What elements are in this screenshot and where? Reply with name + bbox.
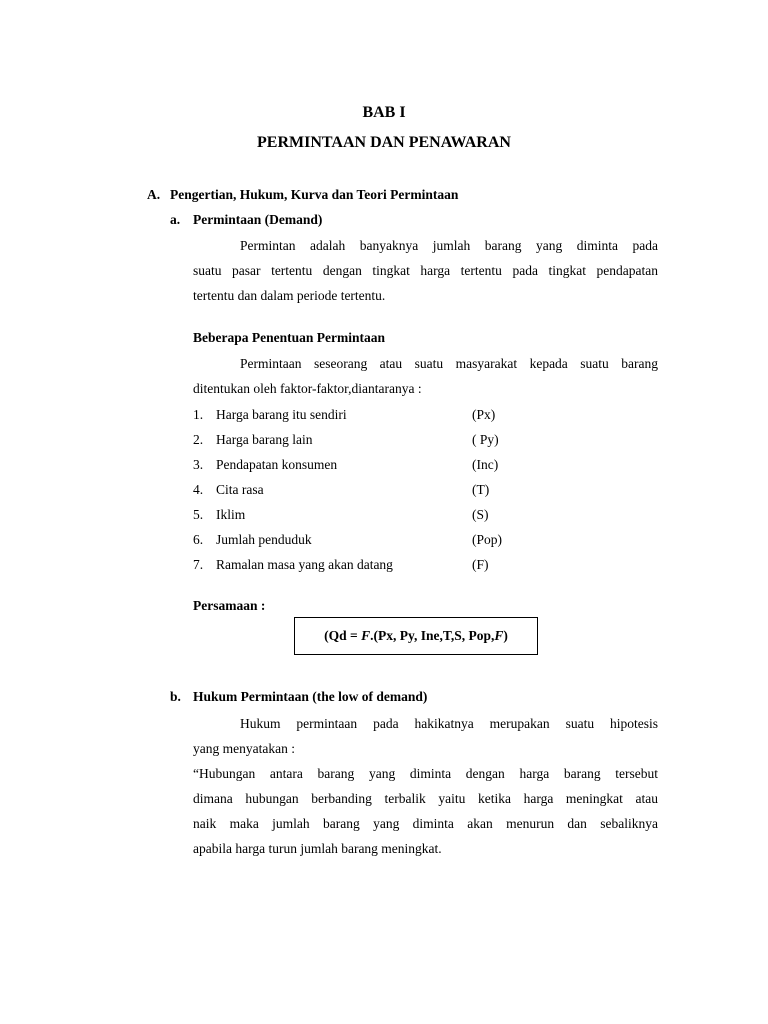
list-code: (Px) [472,407,496,422]
list-item [193,427,523,452]
section-a-title: Pengertian, Hukum, Kurva dan Teori Permintaan [170,187,459,202]
equation-label: Persamaan : [193,598,266,613]
demand-definition-paragraph [193,233,658,308]
list-text: Pendapatan konsumen [216,457,338,472]
determinants-intro-paragraph [193,351,658,401]
paragraph-line: yang menyatakan : [193,741,295,756]
list-code: ( Py) [472,432,499,447]
list-item [193,502,523,527]
list-text: Cita rasa [216,482,264,497]
sub-a-marker: a. [170,212,181,227]
paragraph-line: Permintaan seseorang atau suatu masyarakat kepada suatu barang [240,356,658,371]
list-number: 3. [193,457,204,472]
section-a-marker: A. [147,187,161,202]
law-of-demand-paragraph [193,711,658,861]
sub-a-title: Permintaan (Demand) [193,212,323,227]
chapter-title: PERMINTAAN DAN PENAWARAN [257,134,511,151]
sub-b-title: Hukum Permintaan (the low of demand) [193,689,428,704]
list-code: (S) [472,507,489,522]
list-number: 4. [193,482,204,497]
list-number: 2. [193,432,204,447]
list-text: Iklim [216,507,246,522]
paragraph-line: Hukum permintaan pada hakikatnya merupakan suatu hipotesis [240,716,658,731]
paragraph-line: Permintan adalah banyaknya jumlah barang yang diminta pada [240,238,658,253]
equation-prefix: (Qd = [324,628,362,643]
list-number: 7. [193,557,204,572]
list-text: Jumlah penduduk [216,532,312,547]
list-item [193,477,523,502]
list-item [193,527,523,552]
demand-equation-box [294,617,538,655]
equation-args: .(Px, Py, Ine,T,S, Pop, [370,628,495,643]
determinants-heading: Beberapa Penentuan Permintaan [193,330,385,345]
paragraph-line: ditentukan oleh faktor-faktor,diantaranya : [193,381,422,396]
list-number: 6. [193,532,204,547]
chapter-number: BAB I [362,104,406,121]
list-code: (T) [472,482,490,497]
list-code: (Pop) [472,532,502,547]
list-code: (Inc) [472,457,499,472]
equation-suffix: ) [503,628,508,643]
list-item [193,452,523,477]
list-number: 1. [193,407,204,422]
sub-b-marker: b. [170,689,181,704]
list-item [193,402,523,427]
list-text: Harga barang itu sendiri [216,407,347,422]
paragraph-line: dimana hubungan berbanding terbalik yaitu ketika harga meningkat atau [193,791,658,806]
equation-function: F [361,628,371,643]
equation-function-2: F [494,628,504,643]
paragraph-line: “Hubungan antara barang yang diminta dengan harga barang tersebut [193,766,658,781]
list-text: Harga barang lain [216,432,313,447]
paragraph-line: naik maka jumlah barang yang diminta akan menurun dan sebaliknya [193,816,658,831]
list-item [193,552,523,577]
paragraph-line: tertentu dan dalam periode tertentu. [193,288,386,303]
list-code: (F) [472,557,489,572]
paragraph-line: apabila harga turun jumlah barang meningkat. [193,841,442,856]
list-number: 5. [193,507,204,522]
list-text: Ramalan masa yang akan datang [216,557,393,572]
paragraph-line: suatu pasar tertentu dengan tingkat harga tertentu pada tingkat pendapatan [193,263,658,278]
